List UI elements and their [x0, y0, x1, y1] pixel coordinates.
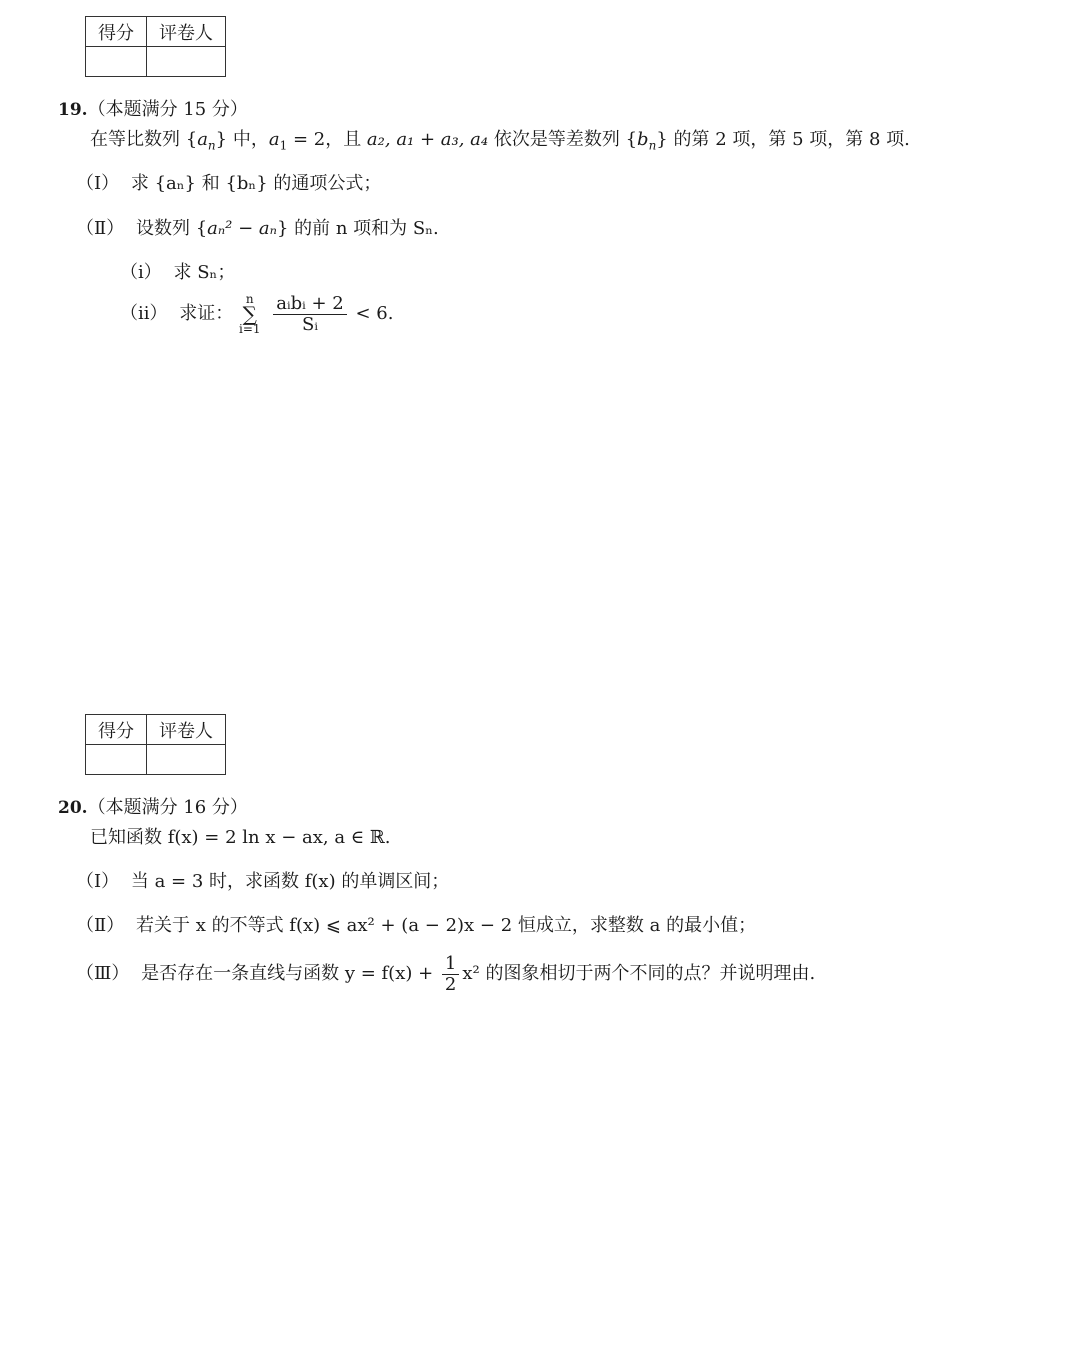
q19-points: （本题满分 15 分）: [87, 99, 248, 120]
part-label: （Ⅰ）: [76, 871, 120, 892]
q19-var-a: a: [197, 129, 208, 150]
q19-intro-text: 在等比数列 {: [90, 129, 198, 150]
grader-cell[interactable]: [147, 47, 226, 77]
fraction: [273, 294, 346, 335]
summation: [239, 293, 261, 335]
score-label: 得分: [86, 17, 147, 47]
part-label: （Ⅱ）: [76, 218, 125, 239]
fraction-denominator: 2: [444, 973, 457, 995]
part-text: 求 {aₙ} 和 {bₙ} 的通项公式；: [130, 173, 382, 194]
sub-text: 求 Sₙ；: [173, 262, 236, 283]
q19-intro-text: = 2，且: [287, 129, 367, 150]
fraction-numerator: aᵢbᵢ + 2: [273, 294, 346, 315]
score-table-20: [85, 714, 226, 775]
part-text: 设数列 {: [135, 218, 208, 239]
q19-intro-text: } 的第 2 项，第 5 项，第 8 项.: [656, 129, 910, 150]
score-cell[interactable]: [86, 47, 147, 77]
q20-intro-text: 已知函数 f(x) = 2 ln x − ax, a ∈ ℝ.: [90, 827, 391, 848]
part-text: } 的前 n 项和为 Sₙ.: [276, 218, 439, 239]
grader-label: 评卷人: [147, 715, 226, 745]
sub-text: 求证：: [179, 303, 234, 324]
q19-sub2: [120, 290, 393, 338]
part-text: 当 a = 3 时，求函数 f(x) 的单调区间；: [130, 871, 450, 892]
part-expr: aₙ² − aₙ: [207, 218, 277, 239]
fraction-numerator: 1: [442, 954, 459, 975]
part-text: 是否存在一条直线与函数 y = f(x) +: [141, 963, 434, 984]
q19-terms: a₂, a₁ + a₃, a₄: [366, 129, 489, 150]
part-label: （Ⅱ）: [76, 915, 125, 936]
q19-header: [58, 99, 248, 121]
sub-label: （ⅱ）: [120, 303, 168, 324]
q19-intro-text: } 中，: [215, 129, 269, 150]
sigma-icon: ∑: [242, 302, 257, 326]
q19-part2: [76, 218, 439, 240]
sub-label: （ⅰ）: [120, 262, 162, 283]
q20-part1: [76, 871, 449, 893]
q19-var-b: b: [637, 129, 649, 150]
q19-number: 19.: [58, 100, 88, 120]
q19-part1: [76, 173, 381, 195]
score-table-19: [85, 16, 226, 77]
q19-intro: 在等比数列 $\{a_n\}$ 中，$a_1 = 2$，且 a₂, a₁ + a₃, a₄ 依次是等差数列 $\{b_n\}$ 的第 2 项，第 5 项，第 8 项.: [90, 129, 910, 153]
q20-points: （本题满分 16 分）: [87, 797, 248, 818]
q19-sub1: [120, 262, 235, 284]
sum-lower: i=1: [238, 322, 261, 336]
q19-var-a1: a: [268, 129, 280, 150]
fraction-denominator: Sᵢ: [302, 313, 318, 335]
q20-part2: [76, 915, 756, 937]
fraction: [442, 954, 459, 995]
part-text: 若关于 x 的不等式 f(x) ⩽ ax² + (a − 2)x − 2 恒成立，求整数 a 的最小值；: [135, 915, 757, 936]
grader-label: 评卷人: [147, 17, 226, 47]
sub-text-tail: < 6.: [355, 303, 394, 324]
part-text: x² 的图象相切于两个不同的点？并说明理由.: [462, 963, 816, 984]
q20-part3: [76, 951, 815, 997]
q19-intro-text: 依次是等差数列 {: [488, 129, 638, 150]
q20-number: 20.: [58, 798, 88, 818]
sum-upper: n: [245, 292, 254, 306]
q20-intro: [90, 827, 391, 849]
part-label: （Ⅲ）: [76, 963, 130, 984]
score-cell[interactable]: [86, 745, 147, 775]
q20-header: [58, 797, 248, 819]
grader-cell[interactable]: [147, 745, 226, 775]
part-label: （Ⅰ）: [76, 173, 120, 194]
score-label: 得分: [86, 715, 147, 745]
